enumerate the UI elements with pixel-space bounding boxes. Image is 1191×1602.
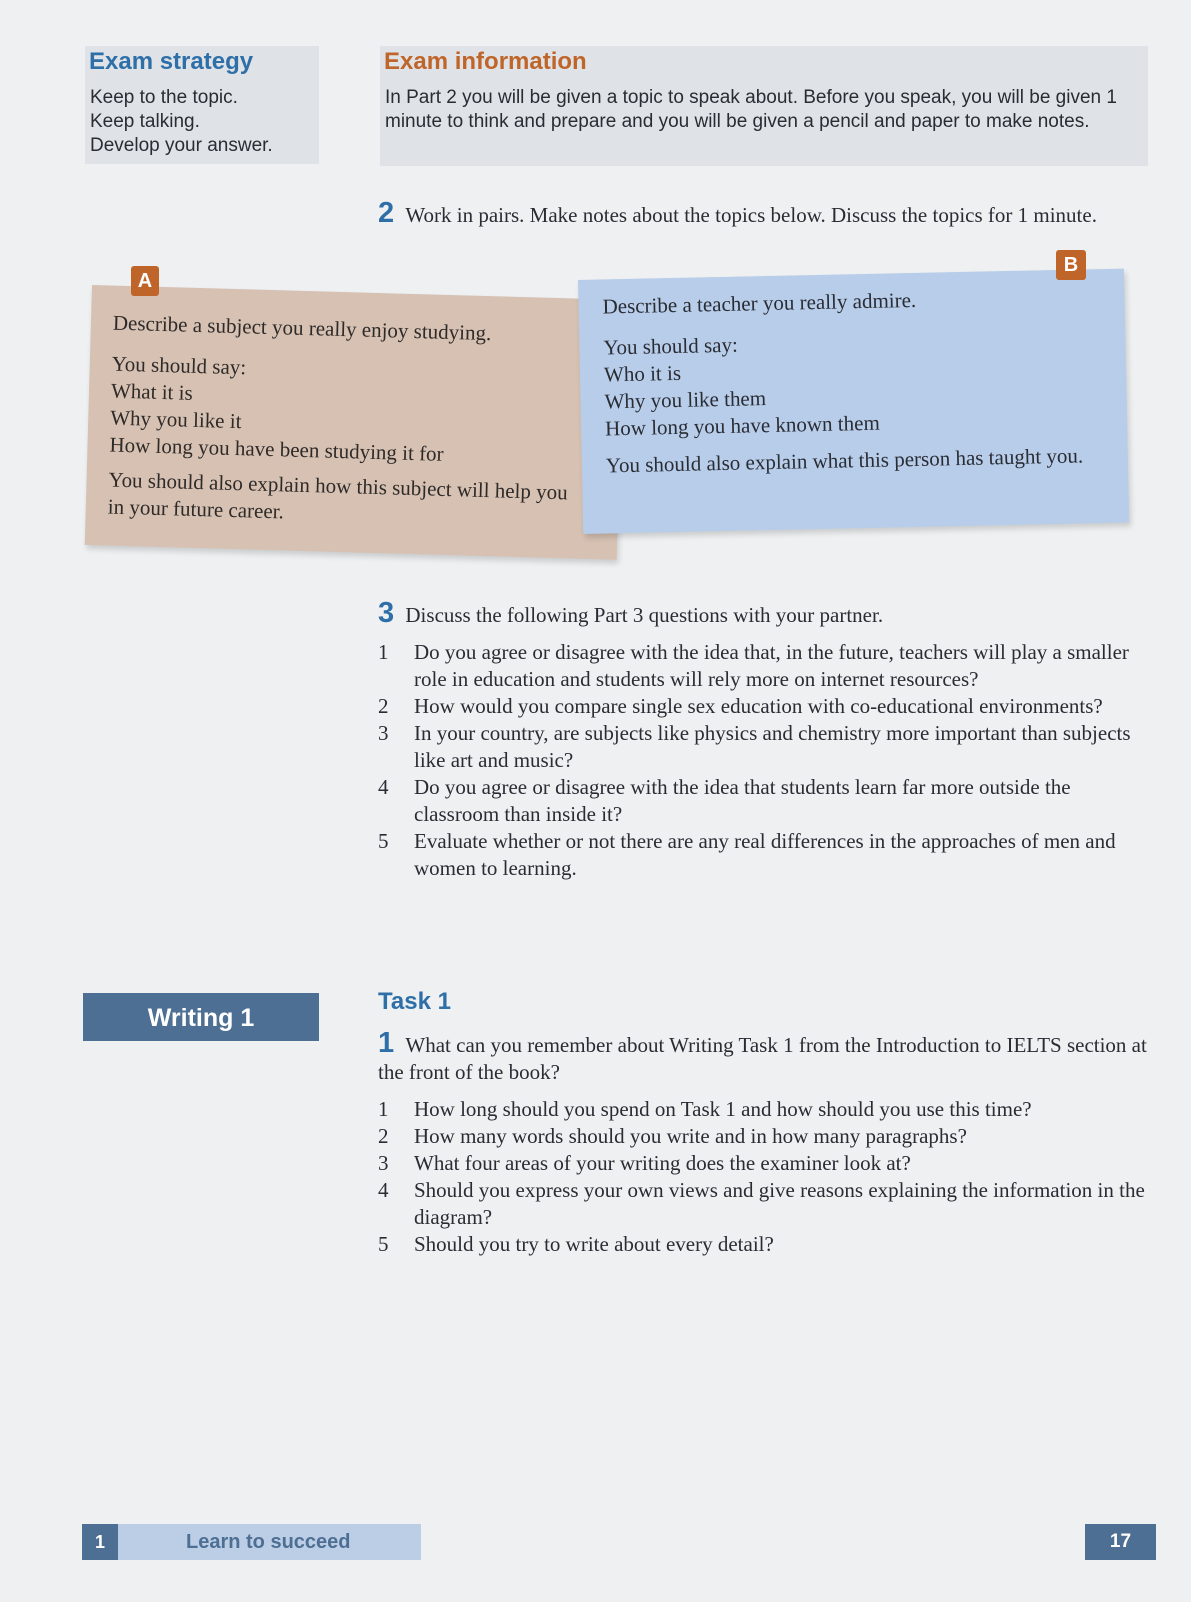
- exercise-instruction: Work in pairs. Make notes about the topics below. Discuss the topics for 1 minute.: [405, 203, 1097, 227]
- card-b-prompt: Describe a teacher you really admire.: [602, 287, 917, 319]
- list-item: 2 How many words should you write and in how many paragraphs?: [378, 1124, 967, 1148]
- exercise-number: 2: [378, 197, 395, 229]
- exercise-3-questions: [378, 639, 1158, 882]
- exam-information-box: [380, 46, 1148, 166]
- card-a-also: You should also explain how this subject will help you in your future career.: [107, 467, 569, 524]
- exam-strategy-list: [90, 86, 273, 158]
- writing-exercise-1: [378, 1027, 1168, 1258]
- exercise-instruction: Discuss the following Part 3 questions with your partner.: [405, 603, 884, 627]
- list-item: 5 Evaluate whether or not there are any real differences in the approaches of men and women to learning.: [378, 829, 1116, 880]
- list-item: 4 Do you agree or disagree with the idea that students learn far more outside the classroom than inside it?: [378, 775, 1071, 826]
- topic-card-b: [578, 269, 1129, 534]
- list-item: 4 Should you express your own views and give reasons explaining the information in the diagram?: [378, 1178, 1145, 1229]
- card-a-point: Why you like it: [109, 405, 242, 434]
- page-number: 17: [1085, 1524, 1156, 1560]
- exam-strategy-line: Keep talking.: [90, 111, 200, 132]
- card-b-should-say: You should say:: [603, 332, 739, 360]
- list-item: 3 What four areas of your writing does the examiner look at?: [378, 1151, 911, 1175]
- list-item: 1 How long should you spend on Task 1 and how should you use this time?: [378, 1097, 1032, 1121]
- task-title: Task 1: [378, 988, 451, 1015]
- exercise-number: 1: [378, 1027, 395, 1059]
- writing-section-label: Writing 1: [83, 993, 319, 1041]
- exercise-3-header: [378, 597, 1158, 629]
- list-item: 3 In your country, are subjects like physics and chemistry more important than subjects like art and music?: [378, 721, 1131, 772]
- card-a-point: What it is: [110, 378, 194, 405]
- card-b-also: You should also explain what this person has taught you.: [605, 443, 1084, 478]
- exercise-instruction: What can you remember about Writing Task 1 from the Introduction to IELTS section at the front of the book?: [378, 1033, 1147, 1084]
- unit-title: Learn to succeed: [186, 1531, 351, 1553]
- card-a-should-say: You should say:: [111, 351, 247, 380]
- writing-questions: [378, 1096, 1168, 1258]
- exam-strategy-box: [85, 46, 319, 164]
- card-a-point: How long you have been studying it for: [109, 432, 444, 466]
- card-b-point: How long you have known them: [604, 410, 881, 441]
- exercise-2: [378, 197, 1148, 229]
- exercise-number: 3: [378, 597, 395, 629]
- exam-strategy-line: Keep to the topic.: [90, 87, 238, 108]
- card-a-prompt: Describe a subject you really enjoy studying.: [112, 310, 492, 346]
- footer-unit-bar: [82, 1524, 421, 1560]
- card-a-badge: A: [131, 266, 159, 296]
- exam-information-title: Exam information: [384, 48, 587, 75]
- exam-information-text: In Part 2 you will be given a topic to speak about. Before you speak, you will be given 1 minute to think and prepare and you will be given a pencil and paper to make notes.: [385, 87, 1117, 132]
- exam-strategy-title: Exam strategy: [89, 48, 254, 75]
- list-item: 1 Do you agree or disagree with the idea that, in the future, teachers will play a smaller role in education and students will rely more on internet resources?: [378, 640, 1129, 691]
- unit-number: 1: [82, 1524, 118, 1560]
- exam-strategy-line: Develop your answer.: [90, 135, 273, 156]
- list-item: 5 Should you try to write about every detail?: [378, 1232, 774, 1256]
- card-b-point: Who it is: [603, 360, 682, 387]
- exercise-3: [378, 597, 1158, 882]
- card-b-badge: B: [1056, 250, 1086, 280]
- writing-exercise-header: [378, 1027, 1168, 1086]
- topic-card-a: [85, 285, 624, 560]
- list-item: 2 How would you compare single sex education with co-educational environments?: [378, 694, 1103, 718]
- card-b-point: Why you like them: [604, 386, 767, 414]
